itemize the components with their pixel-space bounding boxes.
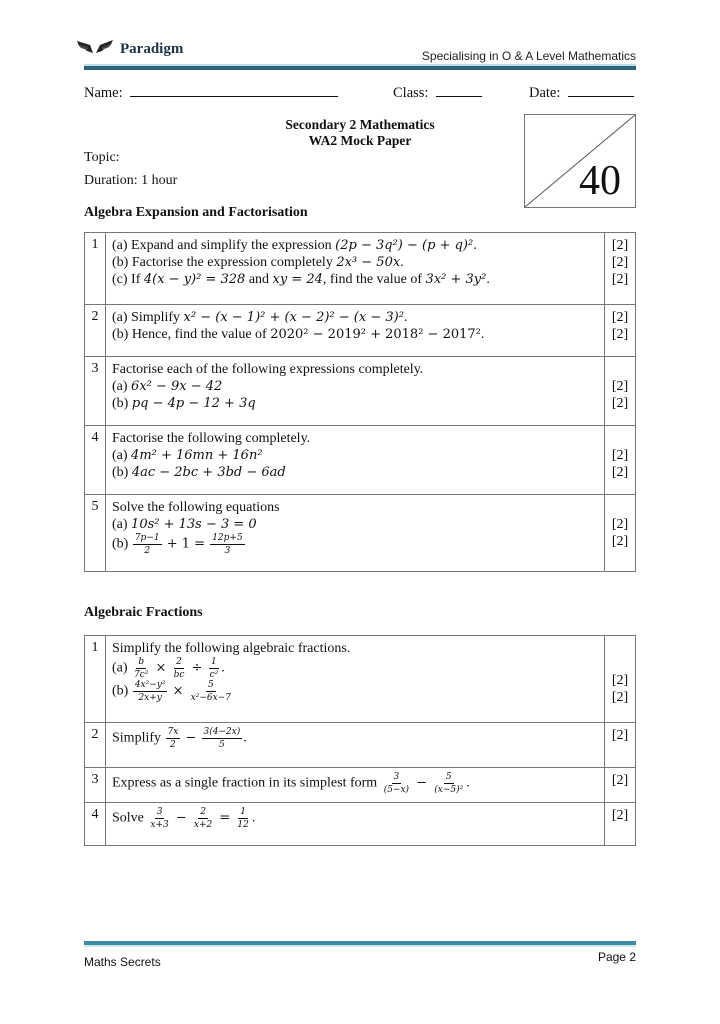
marks-cell: [605, 357, 636, 426]
question-stem: Factorise the following completely.: [112, 431, 311, 446]
part-text: , find the value of: [322, 272, 426, 287]
fraction: $\frac{2}{x+2}$: [193, 807, 213, 830]
math-expression: 4m² + 16mn + 16n²: [131, 448, 263, 463]
part-text: (b) Hence, find the value of: [112, 327, 271, 342]
operator: ×: [168, 683, 188, 699]
fraction: $\frac{7p-1}{2}$: [134, 533, 160, 556]
name-label: Name:: [84, 85, 123, 101]
question-body: [106, 305, 605, 357]
marks-cell: [605, 233, 636, 305]
math-expression: 4(x − y)² = 328: [143, 272, 246, 287]
fraction: $\frac{5}{\text{x²−6x−7}}$: [190, 680, 231, 703]
wings-icon: [76, 39, 114, 60]
paper-title-line1: Secondary 2 Mathematics: [285, 117, 435, 132]
question-row: [85, 426, 636, 495]
fraction: $\frac{2}{bc}$: [173, 657, 185, 680]
question-number: 4: [85, 426, 106, 495]
section-heading: Algebra Expansion and Factorisation: [84, 205, 308, 220]
part-text: (c) If: [112, 272, 144, 287]
fraction: $\frac{7x}{2}$: [167, 727, 179, 750]
part-end: .: [403, 310, 408, 325]
footer-rule-light: [84, 945, 636, 947]
tagline: Specialising in O & A Level Mathematics: [421, 49, 636, 63]
operator: −: [171, 810, 191, 826]
question-stem: Simplify the following algebraic fractions.: [112, 641, 351, 656]
fraction: $\frac{12p+5}{3}$: [212, 533, 243, 556]
marks-cell: [605, 768, 636, 803]
part-text: (a): [112, 660, 132, 676]
math-expression: x² − (x − 1)² + (x − 2)² − (x − 3)²: [183, 310, 404, 325]
question-body: [106, 357, 605, 426]
part-text: (a): [112, 448, 132, 463]
part-text: (b): [112, 683, 132, 699]
math-expression: 4ac − 2bc + 3bd − 6ad: [131, 465, 286, 480]
operator: −: [181, 730, 201, 746]
part-end: .: [466, 775, 470, 791]
part-text: (b): [112, 536, 132, 552]
question-row: [85, 723, 636, 768]
class-label: Class:: [393, 85, 429, 101]
part-text: and: [245, 272, 273, 287]
header-rule-dark: [84, 66, 636, 70]
part-text: Solve: [112, 810, 148, 826]
marks: [2]: [611, 255, 629, 270]
footer-brand: Maths Secrets: [84, 955, 161, 969]
part-text: (b): [112, 465, 132, 480]
question-number: 2: [85, 723, 106, 768]
class-field[interactable]: [436, 82, 482, 97]
part-end: .: [400, 255, 404, 270]
student-fields: [84, 82, 636, 102]
part-end: .: [480, 327, 485, 342]
fraction: $\frac{3}{(5-x)}$: [383, 772, 410, 795]
part-text: (a) Expand and simplify the expression: [112, 238, 336, 253]
question-number: 4: [85, 803, 106, 846]
question-row: [85, 305, 636, 357]
marks: [2]: [611, 310, 629, 325]
math-expression: xy = 24: [272, 272, 323, 287]
part-text: Simplify: [112, 730, 165, 746]
question-row: [85, 768, 636, 803]
question-number: 3: [85, 357, 106, 426]
math-expression: 3x² + 3y²: [425, 272, 487, 287]
fraction: $\frac{1}{\text{c²}}$: [209, 657, 219, 680]
fraction: $\frac{1}{12}$: [237, 807, 249, 830]
date-label: Date:: [529, 85, 561, 101]
question-body: [106, 233, 605, 305]
marks: [2]: [611, 448, 629, 463]
question-body: [106, 636, 605, 723]
part-end: .: [251, 810, 256, 826]
marks: [2]: [611, 808, 629, 823]
math-expression: 10s² + 13s − 3 = 0: [131, 517, 257, 532]
question-row: [85, 636, 636, 723]
part-end: .: [473, 238, 477, 253]
marks-cell: [605, 803, 636, 846]
operator: −: [412, 775, 432, 791]
marks-cell: [605, 305, 636, 357]
paper-title-line2: WA2 Mock Paper: [308, 133, 412, 148]
marks: [2]: [611, 517, 629, 532]
fraction: $\frac{3}{x+3}$: [150, 807, 169, 830]
brand-name: Paradigm: [120, 40, 184, 57]
question-number: 2: [85, 305, 106, 357]
question-body: [106, 495, 605, 572]
operator: ×: [151, 660, 171, 676]
marks-cell: [605, 426, 636, 495]
marks-cell: [605, 495, 636, 572]
question-row: [85, 233, 636, 305]
question-body: [106, 803, 605, 846]
marks: [2]: [611, 379, 629, 394]
question-stem: Factorise each of the following expressions completely.: [112, 362, 424, 377]
question-number: 1: [85, 233, 106, 305]
question-row: [85, 357, 636, 426]
brand-logo: [76, 38, 183, 60]
section-heading: Algebraic Fractions: [84, 605, 203, 620]
marks: [2]: [611, 773, 629, 788]
fraction: $\frac{b}{\text{7c²}}$: [134, 657, 149, 680]
question-body: [106, 723, 605, 768]
question-row: [85, 495, 636, 572]
operator: ÷: [187, 660, 207, 676]
page-number: Page 2: [597, 950, 636, 964]
marks: [2]: [611, 327, 629, 342]
marks-cell: [605, 636, 636, 723]
question-table-expansion: [84, 232, 636, 572]
question-number: 5: [85, 495, 106, 572]
part-text: Express as a single fraction in its simplest form: [112, 775, 381, 791]
fraction: $\frac{3(4-2x)}{5}$: [203, 727, 241, 750]
marks: [2]: [611, 690, 629, 705]
total-marks: 40: [579, 158, 621, 204]
math-expression: 2020² − 2019² + 2018² − 2017²: [270, 327, 481, 342]
math-expression: 2x³ − 50x: [336, 255, 401, 270]
part-text: (a): [112, 517, 132, 532]
math-expression: pq − 4p − 12 + 3q: [131, 396, 256, 411]
question-table-fractions: [84, 635, 636, 846]
math-expression: (2p − 3q²) − (p + q)²: [335, 238, 474, 253]
question-body: [106, 768, 605, 803]
name-field[interactable]: [130, 82, 338, 97]
marks: [2]: [611, 465, 629, 480]
math-expression: 6x² − 9x − 42: [131, 379, 223, 394]
operator: + 1 =: [162, 536, 210, 552]
operator: =: [215, 810, 235, 826]
question-number: 3: [85, 768, 106, 803]
fraction: $\frac{\text{4x²−y²}}{2x+y}$: [134, 680, 166, 703]
question-number: 1: [85, 636, 106, 723]
marks: [2]: [611, 396, 629, 411]
part-text: (b) Factorise the expression completely: [112, 255, 337, 270]
question-stem: Solve the following equations: [112, 500, 280, 515]
date-field[interactable]: [568, 82, 634, 97]
marks: [2]: [611, 534, 629, 549]
part-end: .: [486, 272, 490, 287]
question-body: [106, 426, 605, 495]
topic-label: Topic:: [84, 150, 120, 165]
marks: [2]: [611, 673, 629, 688]
part-text: (a): [112, 379, 132, 394]
duration: Duration: 1 hour: [84, 173, 178, 188]
marks: [2]: [611, 728, 629, 743]
part-end: .: [243, 730, 247, 746]
score-box: [524, 114, 636, 208]
part-end: .: [221, 660, 225, 676]
part-text: (a) Simplify: [112, 310, 184, 325]
marks: [2]: [611, 238, 629, 253]
marks-cell: [605, 723, 636, 768]
question-row: [85, 803, 636, 846]
part-text: (b): [112, 396, 132, 411]
fraction: $\frac{5}{\text{(x−5)²}}$: [434, 772, 464, 795]
marks: [2]: [611, 272, 629, 287]
